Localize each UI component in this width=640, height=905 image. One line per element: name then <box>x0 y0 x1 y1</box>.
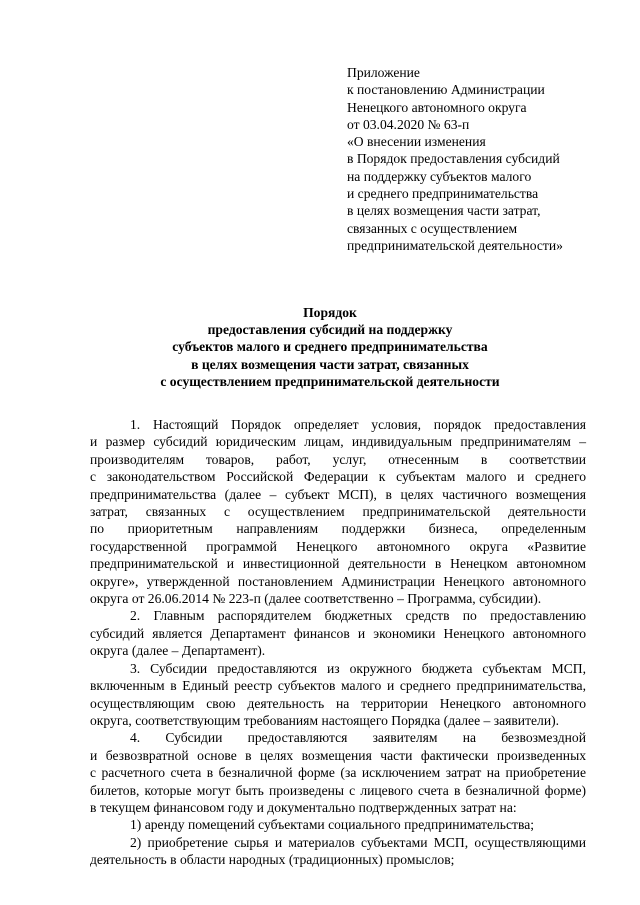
paragraph-line: осуществляющим свою деятельность на территории Ненецкого автономного <box>90 695 586 711</box>
annex-line: Ненецкого автономного округа <box>347 99 527 115</box>
annex-line: к постановлению Администрации <box>347 82 545 98</box>
paragraph-line: округе», утвержденной постановлением Администрации Ненецкого автономного <box>90 573 586 589</box>
paragraph-line: округа от 26.06.2014 № 223-п (далее соответственно – Программа, субсидии). <box>90 591 542 607</box>
paragraph-line: 4. Субсидии предоставляются заявителям на безвозмездной <box>130 730 586 746</box>
paragraph-line: 1) аренду помещений субъектами социального предпринимательства; <box>130 817 535 833</box>
paragraph-line: предпринимательской и инвестиционной деятельности в Ненецком автономном <box>90 556 586 572</box>
paragraph-line: 1. Настоящий Порядок определяет условия, порядок предоставления <box>130 417 586 432</box>
paragraph-line: субсидий является Департамент финансов и экономики Ненецкого автономного <box>90 625 586 641</box>
paragraph-line: с расчетного счета в безналичной форме (за исключением затрат на приобретение <box>90 765 586 781</box>
annex-line: в целях возмещения части затрат, <box>347 203 541 219</box>
annex-line: от 03.04.2020 № 63-п <box>347 116 470 132</box>
paragraph-line: и размер субсидий юридическим лицам, индивидуальным предпринимателям – <box>90 434 586 450</box>
annex-header <box>347 64 607 254</box>
title-line: в целях возмещения части затрат, связанных <box>191 356 469 372</box>
annex-line: в Порядок предоставления субсидий <box>347 151 560 167</box>
paragraph <box>90 834 586 869</box>
paragraph-line: в текущем финансовом году и документально подтвержденных затрат на: <box>90 799 517 815</box>
paragraph-line: округа, соответствующим требованиям настоящего Порядка (далее – заявители). <box>90 712 560 728</box>
paragraph-line: 3. Субсидии предоставляются из окружного бюджета субъектам МСП, <box>130 660 586 676</box>
paragraph <box>90 416 586 607</box>
document-title <box>80 304 580 390</box>
paragraph-line: включенным в Единый реестр субъектов малого и среднего предпринимательства, <box>90 678 586 694</box>
paragraph-line: предпринимательства (далее – субъект МСП), в целях частичного возмещения <box>90 486 586 502</box>
title-line: предоставления субсидий на поддержку <box>207 322 453 338</box>
paragraph-line: деятельность в области народных (традиционных) промыслов; <box>90 852 455 868</box>
annex-line: и среднего предпринимательства <box>347 186 539 202</box>
paragraph-line: и безвозвратной основе в целях возмещения части фактически произведенных <box>90 747 586 763</box>
paragraph-line: производителям товаров, работ, услуг, отнесенным в соответствии <box>90 451 586 467</box>
document-body <box>90 416 586 869</box>
paragraph-line: с законодательством Российской Федерации к субъектам малого и среднего <box>90 469 586 485</box>
annex-line: на поддержку субъектов малого <box>347 168 532 184</box>
annex-line: связанных с осуществлением <box>347 220 518 236</box>
annex-line: предпринимательской деятельности» <box>347 237 563 253</box>
paragraph <box>90 816 586 833</box>
paragraph-line: 2. Главным распорядителем бюджетных средств по предоставлению <box>130 608 586 624</box>
paragraph-line: 2) приобретение сырья и материалов субъектами МСП, осуществляющими <box>130 834 586 850</box>
paragraph-line: билетов, которые могут быть произведены с лицевого счета в безналичной форме) <box>90 782 586 798</box>
annex-line: «О внесении изменения <box>347 134 486 150</box>
paragraph-line: округа (далее – Департамент). <box>90 643 266 659</box>
paragraph <box>90 660 586 730</box>
paragraph-line: затрат, связанных с осуществлением предпринимательской деятельности <box>90 504 586 520</box>
paragraph <box>90 729 586 816</box>
annex-line: Приложение <box>347 65 420 80</box>
title-line: субъектов малого и среднего предпринимательства <box>172 339 488 355</box>
paragraph <box>90 607 586 659</box>
title-line: Порядок <box>303 305 357 320</box>
title-line: с осуществлением предпринимательской деятельности <box>160 373 500 389</box>
paragraph-line: государственной программой Ненецкого автономного округа «Развитие <box>90 538 586 554</box>
paragraph-line: по приоритетным направлениям поддержки бизнеса, определенным <box>90 521 586 537</box>
